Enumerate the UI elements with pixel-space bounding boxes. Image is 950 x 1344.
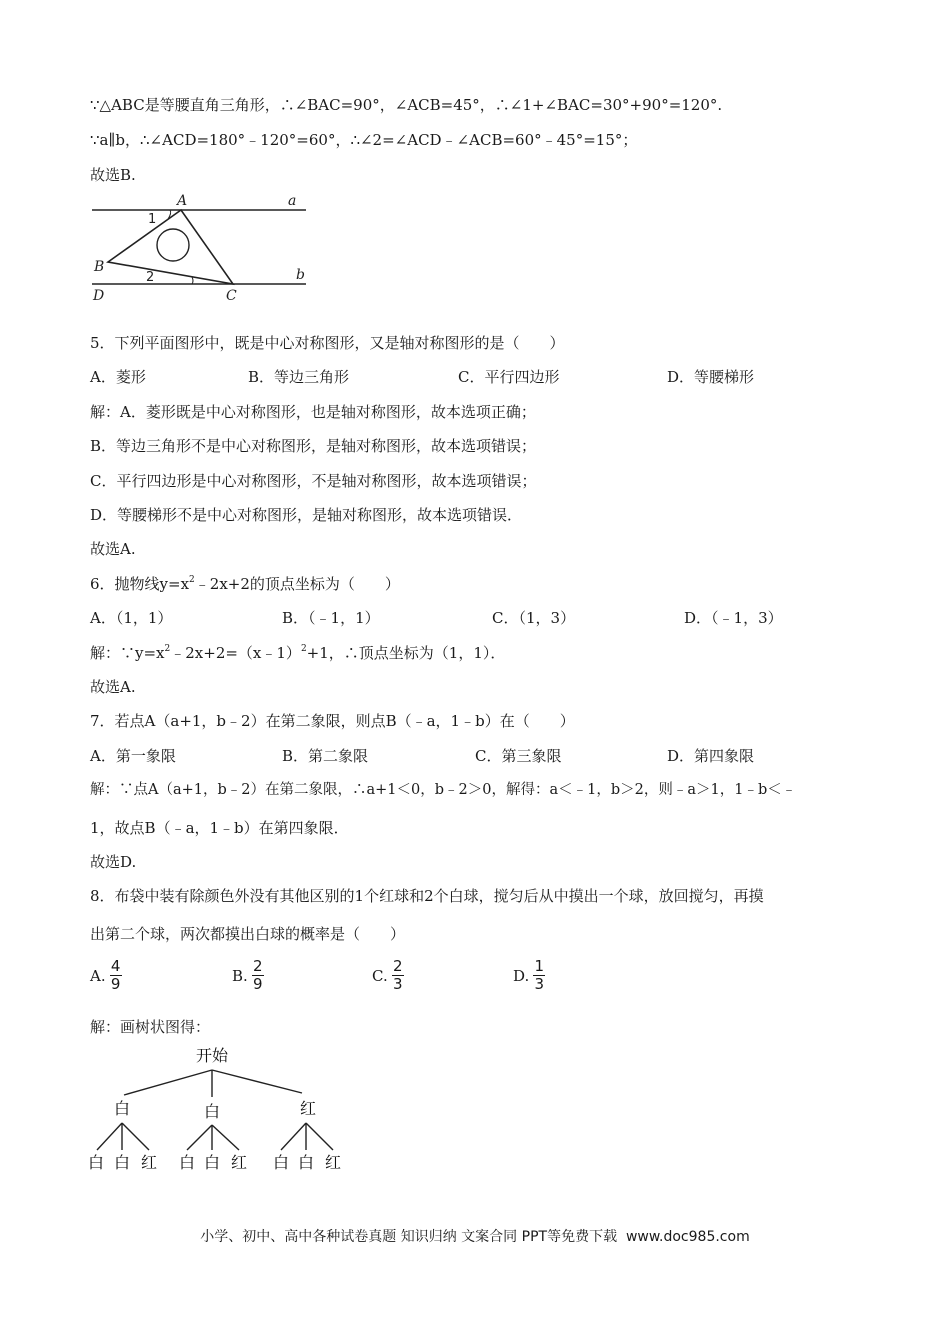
tree-level2-node: 红: [324, 1153, 342, 1172]
label-D: D: [93, 288, 105, 304]
q5-answer: 故选A.: [90, 540, 136, 558]
q6-answer: 故选A.: [90, 678, 136, 696]
q8-question-line2: 出第二个球，两次都摸出白球的概率是（ ）: [90, 925, 406, 943]
inner-circle: [157, 229, 189, 261]
q5-question: 5．下列平面图形中，既是中心对称图形，又是轴对称图形的是（ ）: [90, 334, 565, 352]
page-footer: 小学、初中、高中各种试卷真题 知识归纳 文案合同 PPT等免费下载 www.doc985.com: [200, 1229, 750, 1245]
tree-level1-node: 白: [203, 1102, 221, 1121]
q5-option-c: C．平行四边形: [458, 368, 560, 386]
q8-option-d: D. 1 3: [513, 957, 545, 993]
tree-level1-node: 红: [299, 1099, 317, 1118]
q7-solution-line1: 解：∵点A（a+1，b﹣2）在第二象限，∴a+1＜0，b﹣2＞0，解得：a＜﹣1，b＞2，则﹣a＞1，1﹣b＜﹣: [90, 782, 797, 798]
q8-question-line1: 8．布袋中装有除颜色外没有其他区别的1个红球和2个白球，搅匀后从中摸出一个球，放回搅匀，再摸: [90, 887, 764, 905]
triangle-parallel-lines-figure: [88, 192, 310, 304]
q6-option-d: D．（﹣1，3）: [684, 609, 783, 627]
q5-solution-line3: C．平行四边形是中心对称图形，不是轴对称图形，故本选项错误；: [90, 472, 537, 490]
tree-level1-node: 白: [113, 1099, 131, 1118]
tree-level2-node: 白: [113, 1153, 131, 1172]
label-C: C: [226, 288, 237, 304]
q5-solution-line2: B．等边三角形不是中心对称图形，是轴对称图形，故本选项错误；: [90, 437, 537, 455]
label-b: b: [296, 267, 305, 283]
q7-question: 7．若点A（a+1，b﹣2）在第二象限，则点B（﹣a，1﹣b）在（ ）: [90, 712, 575, 730]
q8-option-c: C. 2 3: [372, 957, 403, 993]
q4-solution-line2: ∵a∥b，∴∠ACD=180°﹣120°=60°，∴∠2=∠ACD﹣∠ACB=60°﹣45°=15°；: [90, 131, 638, 149]
tree-level2-node: 红: [230, 1153, 248, 1172]
q4-answer: 故选B.: [90, 166, 136, 184]
tree-level2-node: 白: [272, 1153, 290, 1172]
q7-option-b: B．第二象限: [282, 747, 369, 765]
tree-level2-node: 白: [87, 1153, 105, 1172]
q6-option-b: B．（﹣1，1）: [282, 609, 380, 627]
label-A: A: [177, 193, 188, 209]
tree-level2-node: 红: [140, 1153, 158, 1172]
q7-option-d: D．第四象限: [667, 747, 755, 765]
q6-question: 6．抛物线$y=x^2﹣2x+2$的顶点坐标为（ ）: [90, 575, 400, 593]
q5-option-a: A．菱形: [90, 368, 146, 386]
q7-option-c: C．第三象限: [475, 747, 562, 765]
tree-root: 开始: [195, 1046, 229, 1065]
label-2: 2: [146, 270, 155, 285]
tree-level2-node: 白: [178, 1153, 196, 1172]
label-a: a: [288, 193, 297, 209]
q4-solution-line1: ∵△ABC是等腰直角三角形，∴∠BAC=90°，∠ACB=45°，∴∠1+∠BAC=30°+90°=120°.: [90, 96, 723, 114]
label-B: B: [94, 259, 105, 275]
q8-option-a: A. 4 9: [90, 957, 121, 993]
tree-level2-node: 白: [203, 1153, 221, 1172]
q8-solution: 解：画树状图得：: [90, 1018, 211, 1036]
label-1: 1: [148, 212, 157, 227]
triangle-abc: [108, 210, 233, 284]
probability-tree-diagram: [84, 1040, 354, 1175]
q7-option-a: A．第一象限: [90, 747, 176, 765]
q7-solution-line2: 1，故点B（﹣a，1﹣b）在第四象限．: [90, 819, 349, 837]
q8-option-b: B. 2 9: [232, 957, 263, 993]
tree-level2-node: 白: [297, 1153, 315, 1172]
q5-solution-line4: D．等腰梯形不是中心对称图形，是轴对称图形，故本选项错误．: [90, 506, 523, 524]
q5-option-d: D．等腰梯形: [667, 368, 755, 386]
q6-solution: 解：$\because y=x^2﹣2x+2=(x﹣1)^2+1$，∴顶点坐标为（1，1）．: [90, 644, 506, 662]
q5-option-b: B．等边三角形: [248, 368, 350, 386]
q6-option-c: C．（1，3）: [492, 609, 576, 627]
angle-2-arc: [192, 277, 193, 284]
q5-solution-line1: 解：A．菱形既是中心对称图形，也是轴对称图形，故本选项正确；: [90, 403, 536, 421]
q6-option-a: A．（1，1）: [90, 609, 173, 627]
q7-answer: 故选D.: [90, 853, 137, 871]
